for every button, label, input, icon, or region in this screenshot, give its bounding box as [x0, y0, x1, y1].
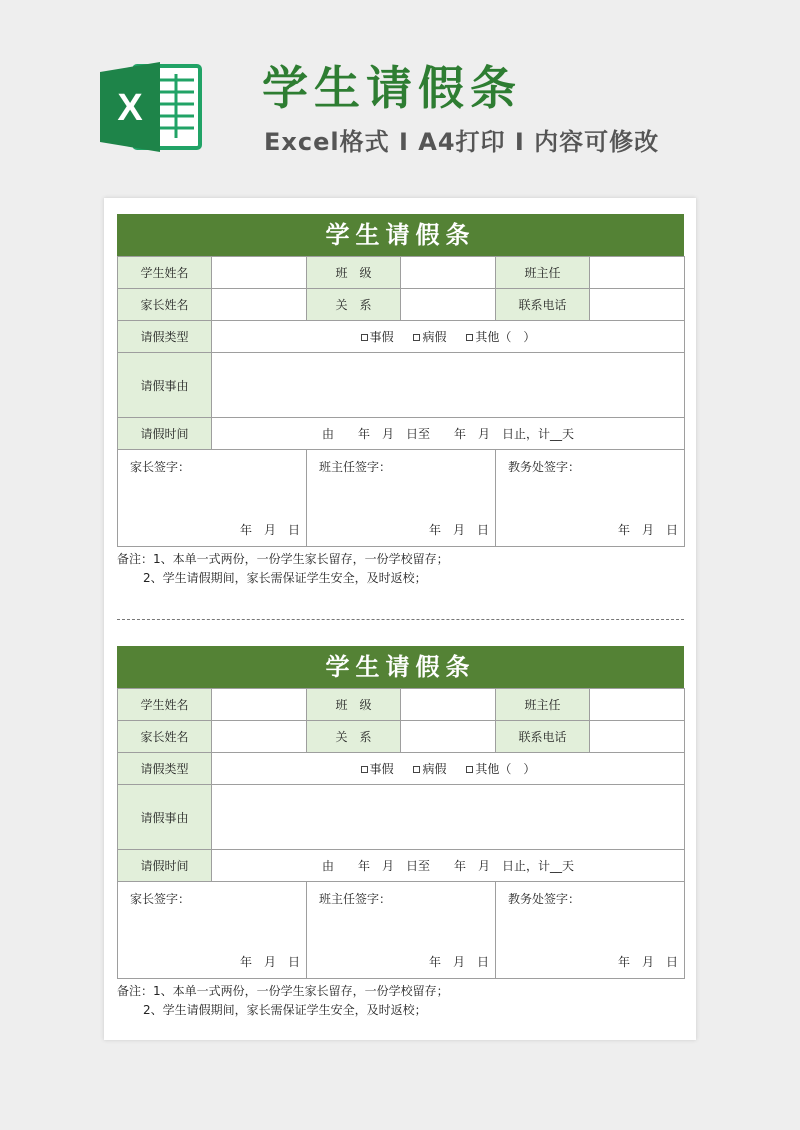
relation-label: 关 系 [307, 289, 401, 321]
student-name-label: 学生姓名 [118, 257, 212, 289]
office-signature-label: 教务处签字： [508, 892, 581, 906]
form-title: 学生请假条 [117, 214, 684, 256]
phone-label: 联系电话 [496, 721, 590, 753]
checkbox-icon [466, 766, 473, 773]
signature-date: 年 月 日 [239, 955, 300, 969]
teacher-signature-box[interactable] [307, 450, 496, 547]
phone-label: 联系电话 [496, 289, 590, 321]
teacher-signature-box[interactable] [307, 882, 496, 979]
note-line-2: 2、学生请假期间，家长需保证学生安全，及时返校； [143, 1003, 427, 1017]
leave-time-label: 请假时间 [118, 418, 212, 450]
office-signature-label: 教务处签字： [508, 460, 581, 474]
class-field[interactable] [401, 689, 496, 721]
parent-signature-box[interactable] [118, 450, 307, 547]
teacher-signature-label: 班主任签字： [319, 892, 392, 906]
student-name-label: 学生姓名 [118, 689, 212, 721]
note-line-1: 备注：1、本单一式两份，一份学生家长留存，一份学校留存； [117, 552, 449, 566]
leave-type-personal[interactable]: 事假 [361, 762, 394, 776]
leave-type-other[interactable]: 其他（ ） [466, 762, 535, 776]
signature-date: 年 月 日 [617, 955, 678, 969]
leave-type-label: 请假类型 [118, 753, 212, 785]
subtitle: Excel格式 I A4打印 I 内容可修改 [264, 128, 660, 156]
notes [117, 982, 684, 1020]
cut-line-divider [117, 619, 684, 620]
parent-name-label: 家长姓名 [118, 289, 212, 321]
note-line-2: 2、学生请假期间，家长需保证学生安全，及时返校； [143, 571, 427, 585]
head-teacher-label: 班主任 [496, 257, 590, 289]
checkbox-icon [413, 766, 420, 773]
leave-type-sick[interactable]: 病假 [413, 330, 446, 344]
relation-label: 关 系 [307, 721, 401, 753]
leave-type-other[interactable]: 其他（ ） [466, 330, 535, 344]
student-name-field[interactable] [212, 257, 307, 289]
form-title: 学生请假条 [117, 646, 684, 688]
parent-name-label: 家长姓名 [118, 721, 212, 753]
relation-field[interactable] [401, 289, 496, 321]
leave-type-label: 请假类型 [118, 321, 212, 353]
parent-signature-label: 家长签字： [130, 892, 191, 906]
leave-form-2 [117, 646, 684, 1020]
form-table [117, 688, 685, 979]
class-field[interactable] [401, 257, 496, 289]
leave-time-label: 请假时间 [118, 850, 212, 882]
leave-time-field[interactable]: 由 年 月 日至 年 月 日止，计__天 [212, 418, 685, 450]
head-teacher-field[interactable] [590, 689, 685, 721]
leave-form-1 [117, 214, 684, 588]
svg-text:X: X [117, 87, 143, 129]
parent-signature-label: 家长签字： [130, 460, 191, 474]
leave-type-options [212, 321, 685, 353]
leave-type-options [212, 753, 685, 785]
leave-type-personal[interactable]: 事假 [361, 330, 394, 344]
student-name-field[interactable] [212, 689, 307, 721]
reason-field[interactable] [212, 353, 685, 418]
page-header [0, 0, 800, 190]
head-teacher-label: 班主任 [496, 689, 590, 721]
checkbox-icon [413, 334, 420, 341]
leave-time-field[interactable]: 由 年 月 日至 年 月 日止，计__天 [212, 850, 685, 882]
signature-date: 年 月 日 [428, 955, 489, 969]
signature-date: 年 月 日 [239, 523, 300, 537]
parent-signature-box[interactable] [118, 882, 307, 979]
signature-date: 年 月 日 [428, 523, 489, 537]
checkbox-icon [361, 334, 368, 341]
office-signature-box[interactable] [496, 450, 685, 547]
office-signature-box[interactable] [496, 882, 685, 979]
checkbox-icon [466, 334, 473, 341]
class-label: 班 级 [307, 257, 401, 289]
note-line-1: 备注：1、本单一式两份，一份学生家长留存，一份学校留存； [117, 984, 449, 998]
excel-icon [100, 58, 204, 156]
class-label: 班 级 [307, 689, 401, 721]
reason-field[interactable] [212, 785, 685, 850]
form-table [117, 256, 685, 547]
parent-name-field[interactable] [212, 721, 307, 753]
reason-label: 请假事由 [118, 785, 212, 850]
checkbox-icon [361, 766, 368, 773]
signature-date: 年 月 日 [617, 523, 678, 537]
phone-field[interactable] [590, 289, 685, 321]
head-teacher-field[interactable] [590, 257, 685, 289]
parent-name-field[interactable] [212, 289, 307, 321]
main-title: 学生请假条 [262, 61, 522, 115]
phone-field[interactable] [590, 721, 685, 753]
relation-field[interactable] [401, 721, 496, 753]
leave-type-sick[interactable]: 病假 [413, 762, 446, 776]
notes [117, 550, 684, 588]
teacher-signature-label: 班主任签字： [319, 460, 392, 474]
reason-label: 请假事由 [118, 353, 212, 418]
